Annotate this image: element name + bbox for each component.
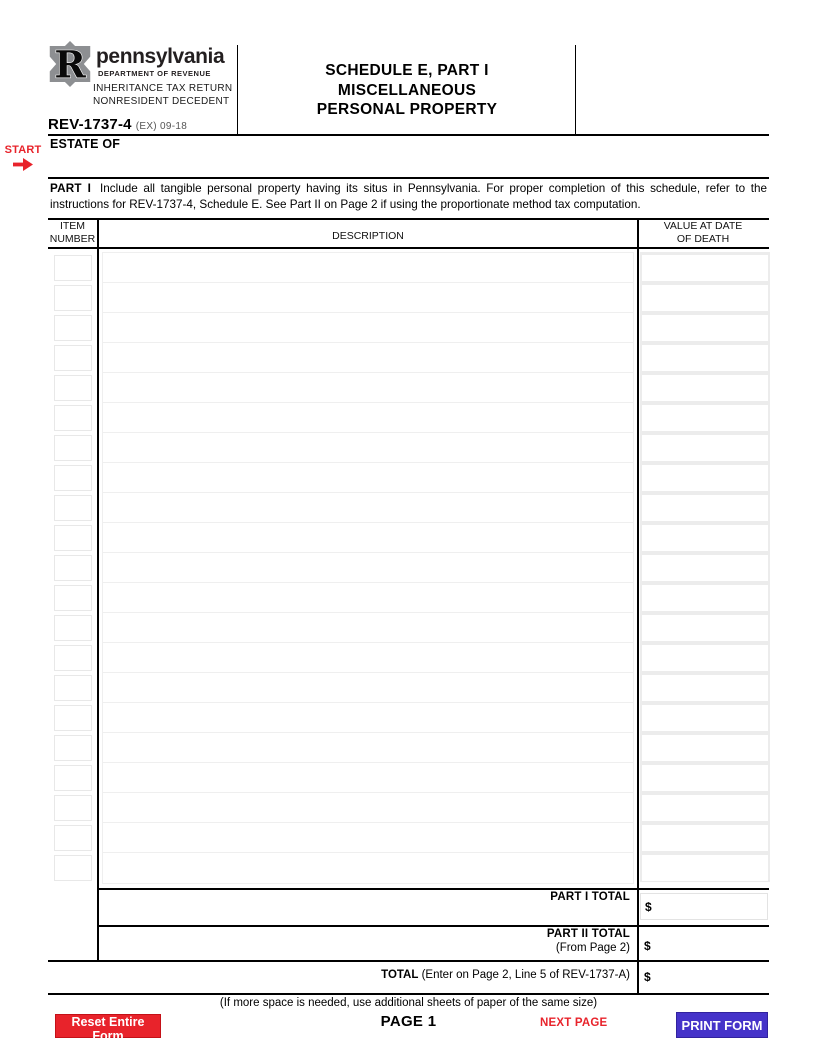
value-input[interactable] [642, 405, 768, 431]
page-title [240, 61, 574, 120]
item-number-input[interactable] [54, 825, 92, 851]
column-divider-value [637, 218, 639, 993]
item-number-input[interactable] [54, 615, 92, 641]
part1-instructions-text: Include all tangible personal property having its situs in Pennsylvania. For proper completion of this schedule, refer to the instructions for REV-1737-4, Schedule E. See Part II on Page 2 if using the proportionate method tax computation. [50, 182, 767, 211]
part1-total-label [97, 891, 630, 905]
grand-total-bottom-border [48, 993, 769, 995]
grand-total-note: (Enter on Page 2, Line 5 of REV-1737-A) [418, 969, 630, 981]
dollar-sign: $ [644, 939, 651, 953]
item-number-input[interactable] [54, 465, 92, 491]
grand-total-top-border [48, 960, 769, 962]
column-header-value-line1: VALUE AT DATE [663, 220, 743, 232]
pa-keystone-logo-icon [46, 41, 94, 92]
value-column [642, 255, 768, 885]
brand-subtitle: DEPARTMENT OF REVENUE [98, 69, 211, 78]
part1-total-input[interactable] [654, 900, 767, 914]
description-input[interactable] [102, 702, 634, 734]
value-input[interactable] [642, 675, 768, 701]
part2-total-label [97, 928, 630, 955]
value-input[interactable] [642, 495, 768, 521]
item-number-input[interactable] [54, 525, 92, 551]
table-header-border [48, 247, 769, 249]
item-number-input[interactable] [54, 795, 92, 821]
page-number-label: PAGE 1 [380, 1013, 437, 1030]
right-arrow-icon [13, 158, 33, 171]
value-input[interactable] [642, 825, 768, 851]
value-input[interactable] [642, 345, 768, 371]
item-number-input[interactable] [54, 495, 92, 521]
item-number-input[interactable] [54, 435, 92, 461]
grand-total-label [48, 969, 630, 981]
reset-form-button[interactable]: Reset Entire Form [55, 1014, 161, 1038]
value-input[interactable] [642, 615, 768, 641]
value-input[interactable] [642, 555, 768, 581]
brand-name: pennsylvania [96, 45, 225, 68]
dollar-sign: $ [645, 899, 652, 914]
description-input[interactable] [102, 342, 634, 374]
part1-label: PART I [50, 182, 92, 195]
item-number-input[interactable] [54, 315, 92, 341]
description-input[interactable] [102, 402, 634, 434]
value-input[interactable] [642, 315, 768, 341]
start-label: START [4, 144, 42, 156]
part1-instructions [50, 181, 767, 212]
part2-total-text: PART II TOTAL [546, 928, 630, 940]
estate-of-label: ESTATE OF [50, 137, 121, 151]
item-number-input[interactable] [54, 345, 92, 371]
description-input[interactable] [102, 432, 634, 464]
svg-text:R: R [54, 42, 86, 87]
grand-total-text: TOTAL [381, 969, 419, 981]
part2-total-input[interactable] [653, 939, 768, 953]
description-input[interactable] [102, 792, 634, 824]
description-input[interactable] [102, 672, 634, 704]
part2-total-cell [640, 934, 768, 958]
item-number-input[interactable] [54, 705, 92, 731]
description-input[interactable] [102, 642, 634, 674]
column-header-description: DESCRIPTION [332, 230, 404, 242]
item-number-input[interactable] [54, 555, 92, 581]
column-header-item-line2: NUMBER [49, 232, 96, 245]
value-input[interactable] [642, 645, 768, 671]
item-number-input[interactable] [54, 585, 92, 611]
page-title-line2: MISCELLANEOUS [337, 81, 477, 99]
estate-of-input[interactable] [50, 153, 766, 175]
value-input[interactable] [642, 855, 768, 881]
value-input[interactable] [642, 375, 768, 401]
value-input[interactable] [642, 765, 768, 791]
description-input[interactable] [102, 462, 634, 494]
description-input[interactable] [102, 552, 634, 584]
page-title-line3: PERSONAL PROPERTY [316, 101, 498, 118]
value-input[interactable] [642, 705, 768, 731]
value-input[interactable] [642, 735, 768, 761]
item-number-input[interactable] [54, 375, 92, 401]
value-input[interactable] [642, 255, 768, 281]
value-input[interactable] [642, 585, 768, 611]
form-type-line1: INHERITANCE TAX RETURN [93, 83, 233, 94]
form-type-line2: NONRESIDENT DECEDENT [93, 96, 230, 107]
value-input[interactable] [642, 465, 768, 491]
description-input[interactable] [102, 732, 634, 764]
item-number-input[interactable] [54, 405, 92, 431]
item-number-input[interactable] [54, 645, 92, 671]
part2-total-subtext: (From Page 2) [555, 941, 630, 954]
item-number-column [54, 255, 92, 885]
header-divider-left [237, 45, 238, 134]
column-header-item-number [48, 220, 97, 245]
description-input[interactable] [102, 822, 634, 854]
value-input[interactable] [642, 795, 768, 821]
dollar-sign: $ [644, 970, 651, 984]
description-input[interactable] [102, 372, 634, 404]
header-divider-right [575, 45, 576, 134]
part1-total-border [97, 888, 769, 890]
grand-total-input[interactable] [653, 970, 768, 984]
page-title-line1: SCHEDULE E, PART I [325, 62, 489, 79]
description-input[interactable] [102, 612, 634, 644]
column-header-item-line1: ITEM [59, 220, 86, 232]
description-input[interactable] [102, 282, 634, 314]
divider-line [48, 177, 769, 179]
part1-total-cell [640, 893, 768, 920]
part1-total-text: PART I TOTAL [550, 891, 630, 903]
description-input[interactable] [102, 762, 634, 794]
item-number-input[interactable] [54, 735, 92, 761]
column-header-value [639, 220, 767, 245]
item-number-input[interactable] [54, 765, 92, 791]
item-number-input[interactable] [54, 675, 92, 701]
description-column [102, 252, 634, 884]
value-input[interactable] [642, 285, 768, 311]
part2-total-border [97, 925, 769, 927]
column-header-value-line2: OF DEATH [676, 232, 730, 245]
description-input[interactable] [102, 852, 634, 884]
more-space-note: (If more space is needed, use additional sheets of paper of the same size) [219, 997, 598, 1009]
description-input[interactable] [102, 522, 634, 554]
divider-line [48, 134, 769, 136]
item-number-input[interactable] [54, 855, 92, 881]
column-divider-item [97, 218, 99, 960]
form-number [48, 116, 187, 133]
value-input[interactable] [642, 435, 768, 461]
description-input[interactable] [102, 582, 634, 614]
description-input[interactable] [102, 492, 634, 524]
start-marker [2, 144, 44, 171]
item-number-input[interactable] [54, 285, 92, 311]
form-number-text: REV-1737-4 [48, 116, 132, 133]
next-page-button[interactable]: NEXT PAGE [540, 1017, 608, 1029]
form-revision: (EX) 09-18 [135, 121, 188, 132]
description-input[interactable] [102, 252, 634, 284]
description-input[interactable] [102, 312, 634, 344]
value-input[interactable] [642, 525, 768, 551]
grand-total-cell [640, 964, 768, 990]
print-form-button[interactable]: PRINT FORM [676, 1012, 768, 1038]
item-number-input[interactable] [54, 255, 92, 281]
